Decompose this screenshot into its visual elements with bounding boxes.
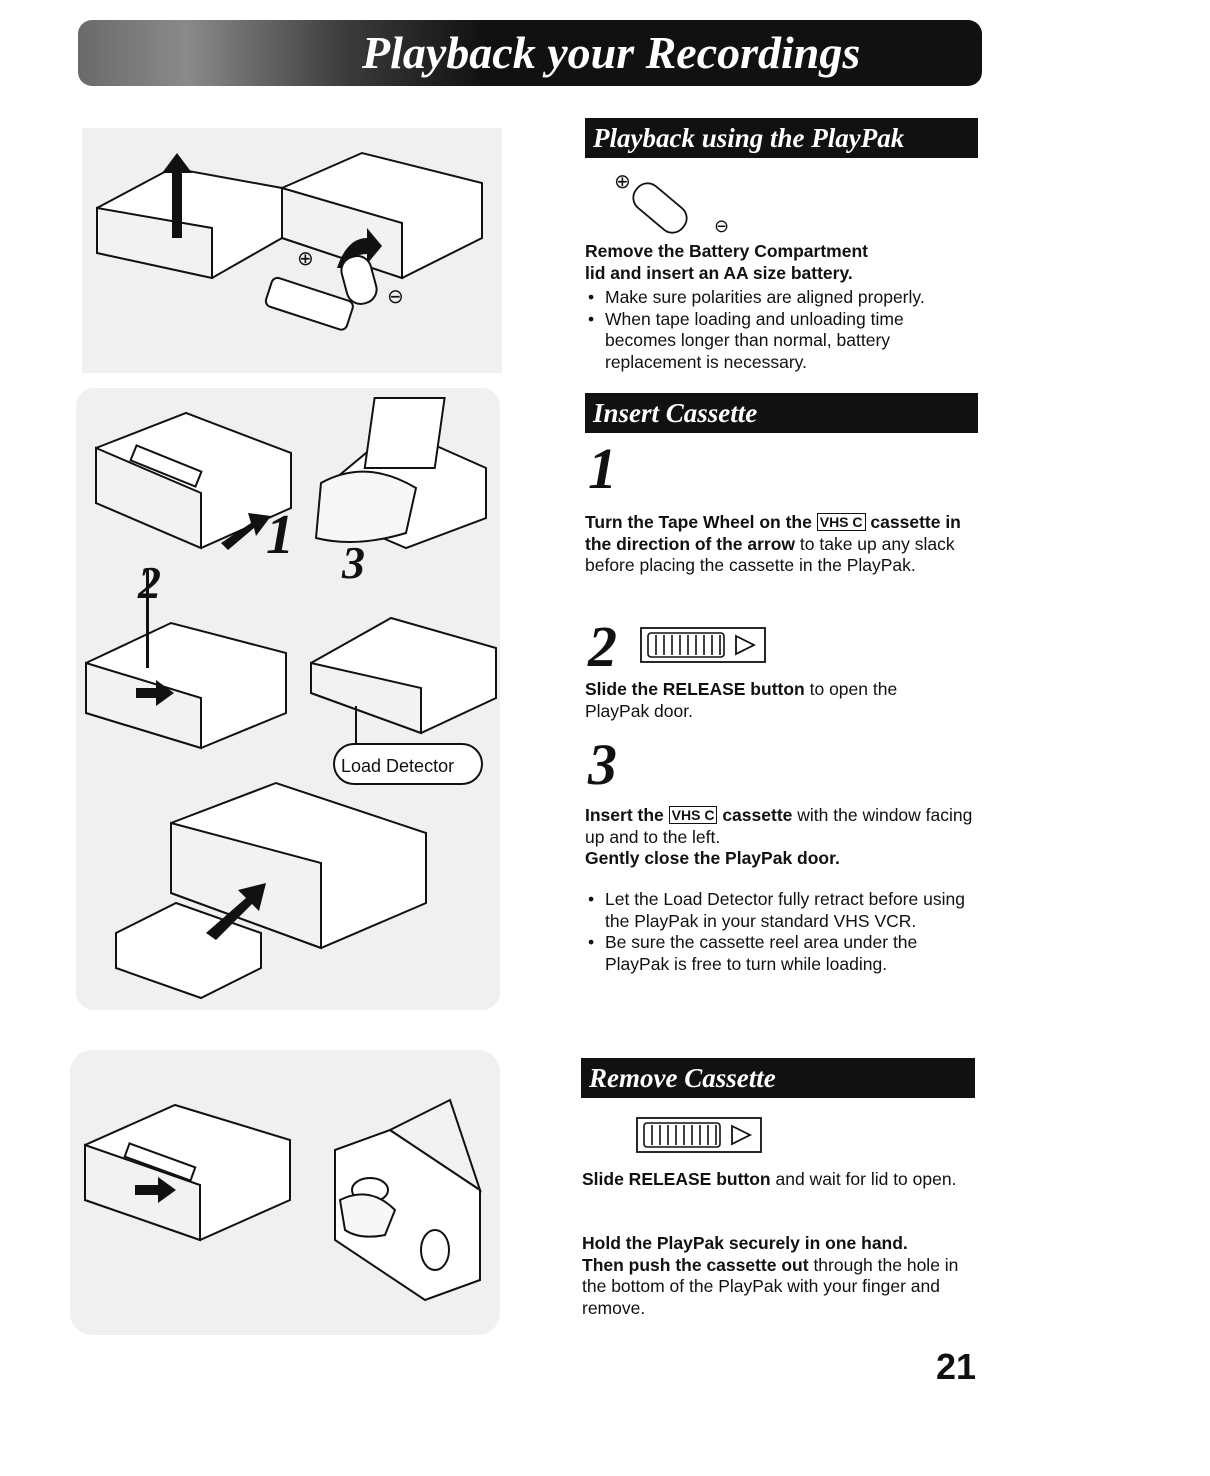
page-number: 21	[936, 1346, 977, 1387]
remove-para-1: Slide RELEASE button and wait for lid to open.	[582, 1169, 957, 1189]
release-button-icon	[640, 627, 768, 665]
list-item: • Let the Load Detector fully retract before using the PlayPak in your standard VHS VCR.	[585, 889, 977, 932]
svg-text:⊖: ⊖	[714, 216, 730, 236]
svg-text:⊕: ⊕	[614, 169, 631, 193]
step-1-text: Turn the Tape Wheel on the VHS C cassette in the direction of the arrow to take up any slack before placing the cassette in the PlayPak.	[585, 512, 961, 575]
load-detector-label: Load Detector	[341, 756, 455, 776]
battery-plus-label: ⊕	[297, 246, 314, 270]
step-2-text: Slide the RELEASE button to open the PlayPak door.	[585, 679, 898, 721]
list-item: • Make sure polarities are aligned properly.	[585, 287, 975, 309]
insert-bullets	[585, 889, 977, 975]
battery-illustration	[82, 128, 502, 373]
playpak-instruction: Remove the Battery Compartment lid and insert an AA size battery.	[585, 241, 868, 283]
section-heading-insert: Insert Cassette	[585, 393, 978, 433]
step-number-2: 2	[588, 614, 617, 679]
list-item: • Be sure the cassette reel area under the PlayPak is free to turn while loading.	[585, 932, 977, 975]
release-button-icon	[636, 1117, 764, 1155]
illus-step-1: 1	[266, 504, 294, 566]
vhs-c-logo: VHS C	[669, 806, 718, 824]
battery-polarity-icon	[614, 166, 734, 236]
illus-step-3: 3	[342, 537, 365, 588]
vhs-c-logo: VHS C	[817, 513, 866, 531]
step-number-3: 3	[588, 732, 617, 797]
battery-minus-label: ⊖	[387, 284, 404, 308]
remove-para-2: Hold the PlayPak securely in one hand. Then push the cassette out through the hole in the bottom of the PlayPak with your finger and remove.	[582, 1233, 959, 1318]
section-heading-playpak: Playback using the PlayPak	[585, 118, 978, 158]
step-3-text: Insert the VHS C cassette with the window facing up and to the left. Gently close the PlayPak door.	[585, 805, 973, 868]
insert-cassette-illustration	[76, 388, 500, 1010]
playpak-bullets	[585, 287, 975, 373]
page-title: Playback your Recordings	[362, 27, 861, 78]
step-number-1: 1	[588, 436, 617, 501]
list-item: • When tape loading and unloading time becomes longer than normal, battery replacement is necessary.	[585, 309, 975, 374]
remove-cassette-illustration	[70, 1050, 500, 1335]
illus-step-2: 2	[138, 557, 161, 608]
section-heading-remove: Remove Cassette	[581, 1058, 975, 1098]
